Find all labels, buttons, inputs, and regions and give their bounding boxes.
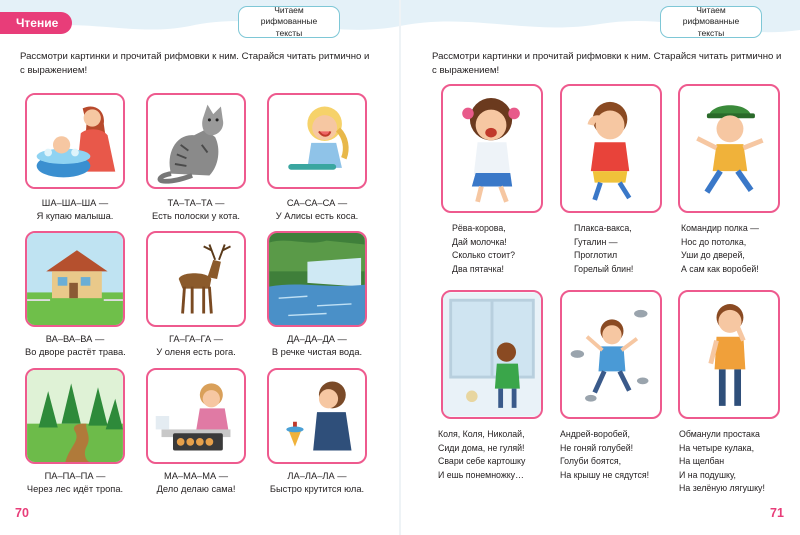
rhyme-5 xyxy=(146,334,246,357)
rhyme-8 xyxy=(146,471,246,494)
poem-line: На крышу не сядутся! xyxy=(560,469,650,480)
poem-5 xyxy=(560,428,649,482)
poem-line: Дай молочка! xyxy=(452,236,507,247)
poem-line: Не гоняй голубей! xyxy=(560,442,634,453)
rhyme-2 xyxy=(146,198,246,221)
village-house-illustration xyxy=(25,231,125,327)
poem-line: Свари себе картошку xyxy=(438,456,526,467)
poem-3 xyxy=(681,222,759,276)
rhyme-syllables: ПА–ПА–ПА — xyxy=(44,471,106,481)
poem-line: Плакса-вакса, xyxy=(574,223,632,233)
poem-line: Голуби боятся, xyxy=(560,456,622,467)
instruction-right: Рассмотри картинки и прочитай рифмовки к ним. Старайся читать ритмично и с выражением! xyxy=(432,51,782,76)
boy-with-pigeons-icon xyxy=(562,292,660,417)
girl-with-braid-icon xyxy=(269,95,365,187)
striped-cat-illustration xyxy=(146,93,246,189)
forest-path-icon xyxy=(27,370,123,462)
poem-2 xyxy=(574,222,633,276)
boy-in-cap-icon xyxy=(680,86,778,211)
poem-line: Коля, Коля, Николай, xyxy=(438,429,525,439)
poem-line: И на подушку, xyxy=(679,469,736,480)
poem-6 xyxy=(679,428,765,496)
rhyme-1 xyxy=(25,198,125,221)
poem-line: На щелбан xyxy=(679,456,725,467)
poem-line: Нос до потолка, xyxy=(681,236,747,247)
crying-girl-illustration xyxy=(441,84,543,213)
girl-with-spinning-top-illustration xyxy=(267,368,367,464)
rhyme-syllables: ДА–ДА–ДА — xyxy=(287,334,347,344)
poem-line: Гуталин — xyxy=(574,236,618,247)
rhyme-line: Есть полоски у кота. xyxy=(152,211,240,221)
crying-boy-icon xyxy=(562,86,660,211)
poem-line: Обманули простака xyxy=(679,429,760,439)
section-tab: Чтение xyxy=(0,12,72,34)
rhyme-line: Дело делаю сама! xyxy=(156,484,236,494)
rhyme-7 xyxy=(25,471,125,494)
boy-at-window-icon xyxy=(443,292,541,417)
rhyme-line: Я купаю малыша. xyxy=(36,211,114,221)
poem-line: И ешь понемножку… xyxy=(438,469,524,480)
rhyme-syllables: СА–СА–СА — xyxy=(286,198,348,208)
mother-bathing-baby-illustration xyxy=(25,93,125,189)
topic-label-left: Читаем рифмованные тексты xyxy=(238,6,340,38)
river-icon xyxy=(269,233,365,325)
poem-line: А сам как воробей! xyxy=(681,263,759,274)
mother-bathing-baby-icon xyxy=(27,95,123,187)
rhyme-line: Через лес идёт тропа. xyxy=(26,484,124,494)
poem-line: Горелый блин! xyxy=(574,263,634,274)
rhyme-syllables: ЛА–ЛА–ЛА — xyxy=(287,471,347,481)
rhyme-syllables: МА–МА–МА — xyxy=(163,471,229,481)
poem-line: Рёва-корова, xyxy=(452,223,506,233)
rhyme-3 xyxy=(267,198,367,221)
poem-1 xyxy=(452,222,515,276)
rhyme-line: В речке чистая вода. xyxy=(271,347,363,357)
rhyme-syllables: ША–ША–ША — xyxy=(41,198,109,208)
rhyme-line: Во дворе растёт трава. xyxy=(25,347,126,357)
rhyme-syllables: ГА–ГА–ГА — xyxy=(168,334,224,344)
boy-with-pigeons-illustration xyxy=(560,290,662,419)
boy-standing-icon xyxy=(680,292,778,417)
rhyme-line: У Алисы есть коса. xyxy=(275,211,359,221)
boy-in-cap-illustration xyxy=(678,84,780,213)
page-number-left: 70 xyxy=(15,506,29,520)
girl-baking-illustration xyxy=(146,368,246,464)
page-number-right: 71 xyxy=(770,506,784,520)
girl-with-spinning-top-icon xyxy=(269,370,365,462)
girl-with-braid-illustration xyxy=(267,93,367,189)
rhyme-syllables: ВА–ВА–ВА — xyxy=(45,334,105,344)
village-house-icon xyxy=(27,233,123,325)
striped-cat-icon xyxy=(148,95,244,187)
poem-4 xyxy=(438,428,525,482)
poem-line: Сколько стоит? xyxy=(452,250,516,261)
deer-icon xyxy=(148,233,244,325)
forest-path-illustration xyxy=(25,368,125,464)
rhyme-6 xyxy=(267,334,367,357)
poem-line: На четыре кулака, xyxy=(679,442,755,453)
poem-line: Два пятачка! xyxy=(452,263,504,274)
rhyme-syllables: ТА–ТА–ТА — xyxy=(167,198,225,208)
boy-at-window-illustration xyxy=(441,290,543,419)
topic-label-right: Читаем рифмованные тексты xyxy=(660,6,762,38)
girl-baking-icon xyxy=(148,370,244,462)
river-illustration xyxy=(267,231,367,327)
rhyme-4 xyxy=(25,334,125,357)
page-gutter xyxy=(399,0,401,535)
rhyme-9 xyxy=(267,471,367,494)
poem-line: Андрей-воробей, xyxy=(560,429,630,439)
rhyme-line: Быстро крутится юла. xyxy=(269,484,365,494)
poem-line: Уши до дверей, xyxy=(681,250,745,261)
crying-boy-illustration xyxy=(560,84,662,213)
poem-line: Командир полка — xyxy=(681,223,759,233)
crying-girl-icon xyxy=(443,86,541,211)
rhyme-line: У оленя есть рога. xyxy=(156,347,236,357)
poem-line: Проглотил xyxy=(574,250,618,261)
poem-line: На зелёную лягушку! xyxy=(679,483,765,494)
deer-illustration xyxy=(146,231,246,327)
poem-line: Сиди дома, не гуляй! xyxy=(438,442,525,453)
instruction-left: Рассмотри картинки и прочитай рифмовки к ним. Старайся читать ритмично и с выражением! xyxy=(20,51,370,76)
boy-standing-illustration xyxy=(678,290,780,419)
